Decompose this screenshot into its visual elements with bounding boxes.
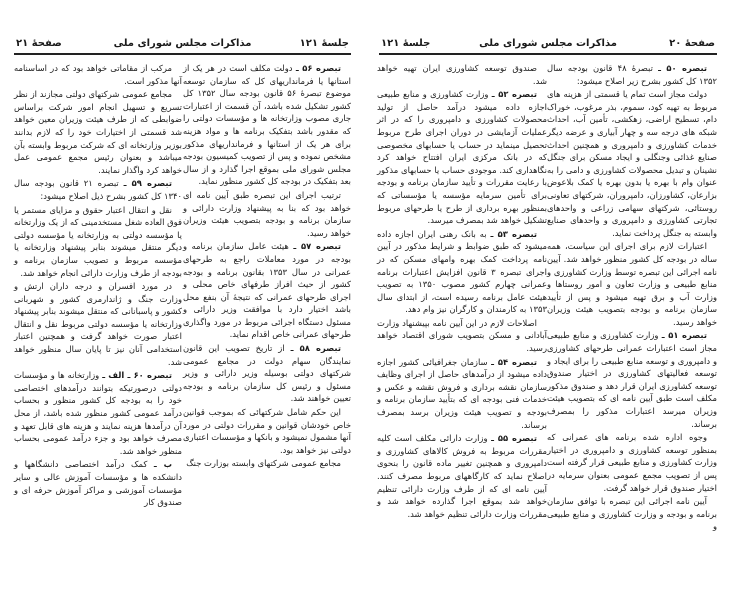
text-column bbox=[547, 62, 717, 534]
paragraph-text: ترتیب اجرای این تبصره طبق آیین نامه ای خواهد بود که بنا به پیشنهاد وزارت دارائی و سازمان برنامه و بودجه بتصویب هیئت وزیران خواهد رسید. bbox=[183, 189, 351, 238]
paragraph-text: از تاریخ تصویب این قانون نمایندگان سهام دولت در مجامع عمومی شرکتهای دولتی بوسیله وزیر دارائی و وزیر مسئول و رئیس کل سازمان برنامه و بودجه تعیین خواهند شد. bbox=[183, 343, 351, 404]
clause-heading: تبصره ۶۰ ـ الف ـ bbox=[102, 370, 172, 381]
paragraph-text: به بانک رهنی ایران اجازه داده میشود که طبق ضوابط و شرایط مذکور در آیین نامه پرداخت کمک بهره وامهای مسکن که در اجرای تبصره ۳ قانون افزایش اعتبارات برنامه عمرانی چهارم کشور مصوب ۱۳۵۰ به تصویب هیئت عامل برنامه رسیده است، از ابتدای سال ۱۳۵۳ به کارمندان و کارگران نیز وام دهد. bbox=[377, 228, 547, 315]
session-number: جلسهٔ ۱۲۱ bbox=[381, 38, 431, 49]
clause-heading: تبصره ۵۷ ـ bbox=[293, 241, 341, 252]
page-number: صفحهٔ ۲۰ bbox=[669, 38, 715, 49]
paragraph bbox=[14, 177, 182, 202]
clause-heading: تبصره ۵۵ ـ bbox=[491, 433, 537, 444]
paragraph-text: مجامع عمومی شرکتهای وابسته بوزارت جنگ bbox=[186, 458, 341, 469]
paragraph bbox=[14, 280, 182, 368]
clause-heading: تبصره ۵۰ ـ bbox=[658, 63, 708, 73]
clause-heading: تبصره ۵۲ ـ bbox=[491, 89, 537, 100]
paragraph bbox=[14, 369, 182, 457]
paragraph bbox=[547, 495, 717, 533]
paragraph bbox=[377, 228, 547, 316]
text-column bbox=[183, 62, 351, 471]
paragraph bbox=[14, 62, 182, 87]
paragraph bbox=[377, 356, 547, 432]
paragraph-text: وجوه اداره شده برنامه های عمرانی که بمنظور توسعه کشاورزی و دامپروری در اختیار وزارت کشاورزی و منابع طبیعی قرار گرفته است پس از تصویب مجمع عمومی بعنوان سرمایه در اختیار صندوق قرار خواهد گرفت. bbox=[547, 432, 717, 493]
text-column bbox=[377, 62, 547, 521]
paragraph-text: وزارتخانه ها و مؤسسات دولتی درصورتیکه بتوانند درآمدهای اختصاصی خود را به بودجه کل کشور منظور و بحساب درآمد عمومی کشور منظور شده باشد، از محل آن درآمدها هزینه نمایند و هزینه های قابل تعهد و مصرف خواهد بود و جزء درآمد عمومی بحساب منظور خواهد شد. bbox=[14, 370, 182, 456]
header-title: مذاکرات مجلس شورای ملی bbox=[479, 38, 617, 49]
page-header bbox=[14, 38, 351, 55]
paragraph bbox=[547, 329, 717, 430]
paragraph bbox=[183, 342, 351, 405]
paragraph-text: دولت مجاز است تمام یا قسمتی از هزینه های مربوط به تهیه کود، سموم، بذر مرغوب، خوراک دام، تسطیح اراضی، زهکشی، تأمین آب، احداث شبکه های درجه سه و چهار آبیاری و عرضه دیگر خدمات کشاورزی و دامپروری و همچنین احداث صنایع غذائی وجنگلی و ایجاد مسکن برای جنگل نشینان و تبدیل محصولات کشاورزی و دامی را به عنوان وام با بهره یا بدون بهره یا کمک بلاعوض بزارعان، کشاورزان، دامپروران، شرکتهای تعاونی روستائی، شرکتهای سهامی زراعی و واحدهای تجارتی کشاورزی و دامپروری و واحدهای صنایع وابسته به جنگل پرداخت نماید. bbox=[547, 89, 717, 238]
paragraph-text: تبصرهٔ ۴۸ قانون بودجه سال ۱۳۵۲ کل کشور بشرح زیر اصلاح میشود: bbox=[547, 63, 717, 86]
paragraph bbox=[377, 317, 547, 355]
paragraph-text: مرکب از مقاماتی خواهد بود که در اساسنامه آنها مذکور است. bbox=[14, 63, 182, 86]
paragraph-text: تبصره ۲۱ قانون بودجه سال ۱۳۴۰ کل کشور بشرح ذیل اصلاح میشود: bbox=[14, 178, 182, 201]
text-column bbox=[14, 62, 182, 510]
page-header bbox=[379, 38, 717, 55]
clause-heading: تبصره ۵۱ ـ bbox=[661, 330, 707, 341]
paragraph bbox=[183, 62, 351, 188]
clause-heading: تبصره ۵۴ ـ bbox=[491, 356, 537, 367]
paragraph bbox=[14, 88, 182, 176]
paragraph-text: هیئت عامل سازمان برنامه و بودجه در مورد معاملات راجع به طرحهای عمرانی در سال ۱۳۵۳ بقانون برنامه و بودجه کشور از حیث افراز طرفهای خاص محلی و اجرای طرحهای عمرانی که نتیجهٔ آن بنفع محل باشد اختیار دارد با موافقت وزیر دارائی و مسئول دستگاه اجرائی مربوط در مورد واگذاری طرحهای عمرانی خاص اقدام نماید. bbox=[183, 241, 351, 340]
paragraph bbox=[547, 88, 717, 239]
clause-heading: تبصره ۵۶ ـ bbox=[295, 63, 341, 73]
paragraph bbox=[183, 189, 351, 239]
paragraph-text: این حکم شامل شرکتهائی که بموجب قوانین خاص خودشان قوانین و مقررات دولتی در مورد آنها مشمول نمیشود و بانکها و مؤسسات اعتباری دولتی نیز خواهد بود. bbox=[183, 407, 351, 455]
paragraph-text: اصلاحات لازم در این آیین نامه بپیشنهاد وزارت آبادانی و مسکن بتصویب شورای اقتصاد خواهد رسید. bbox=[377, 317, 547, 354]
paragraph bbox=[547, 240, 717, 328]
paragraph-text: صندوق توسعه کشاورزی ایران تهیه خواهد شد. bbox=[377, 63, 547, 86]
paragraph bbox=[377, 88, 547, 227]
paragraph-text: وزارت کشاورزی و منابع طبیعی مجاز است اعتبارات عمرانی طرحهای کشاورزی و دامپروری و توسعه منابع طبیعی را برای ایجاد و توسعه فعالیتهای کشاورزی در اختیار صندوق توسعه کشاورزی ایران قرار دهد و صندوق مذکور مکلف است طبق آیین نامه ای که بتصویب هیئت وزیران میرسد اعتبارات مذکور را بمصرف برساند. bbox=[547, 330, 717, 429]
paragraph-text: آیین نامه اجرائی این تبصره با توافق سازمان برنامه و بودجه و وزارت کشاورزی و منابع طبیعی و bbox=[547, 496, 717, 532]
paragraph bbox=[183, 406, 351, 456]
clause-heading: تبصره ۵۳ ـ bbox=[490, 228, 538, 239]
paragraph-text: مجامع عمومی شرکتهای دولتی مجازند از نظر تسریع و تسهیل انجام امور شرکت براساس ضوابطی که از طرف هیئت وزیران معین خواهد شد قسمتی از اختیارات خود را که لازم بدانند بوزیر وزارتخانه ای که شرکت مربوط وابسته بآن میباشد و بعنوان رئیس مجمع عمومی عمل خواهد کرد واگذار نمایند. bbox=[14, 89, 182, 175]
paragraph-text: وزارت کشاورزی و منابع طبیعی اجازه داده میشود درآمد حاصل از تولید محصولات کشاورزی و دامپروری را که در اثر عملیات آزمایشی در دوران اجرای طرح مربوط تحصیل مینماید در حساب یا حسابهای مخصوصی که در بانک مرکزی ایران افتتاح خواهد کرد نگاهداری کند. موجودی حساب یا حسابهای مذکور با رعایت مقررات و تأیید سازمان برنامه و بودجه برای تأمین سرمایه مؤسسه یا مؤسساتی که بمنظور بهره برداری از طرح یا طرحهای مربوط تشکیل خواهد شد بمصرف میرسد. bbox=[377, 89, 547, 226]
paragraph bbox=[14, 458, 182, 508]
paragraph bbox=[183, 457, 351, 470]
paragraph bbox=[547, 431, 717, 494]
paragraph-text: اعتبارات لازم برای اجرای این سیاست، همه ساله در بودجه کل کشور منظور خواهد شد. آیین نامه اجرائی این تبصره توسط وزارت کشاورزی و منابع طبیعی و وزارت تعاون و امور روستاها و وزارت آب و برق تهیه میشود و پس از تأیید سازمان برنامه و بودجه بتصویب هیئت وزیران خواهد رسید. bbox=[547, 241, 717, 327]
left-page bbox=[0, 0, 365, 600]
paragraph-text: در مورد افسران و درجه داران ارتش و وزارت جنگ و ژاندارمری کشور و شهربانی کشور و پاسبانانی که منتقل میشوند بنابر پیشنهاد وزارتخانه یا مؤسسه دولتی مربوط نقل و انتقال اعتبار صورت خواهد گرفت و همچنین اعتبار استخدامی آنان نیز تا پایان سال منظور خواهد شد. bbox=[14, 281, 182, 367]
header-title: مذاکرات مجلس شورای ملی bbox=[113, 38, 252, 49]
clause-heading: تبصره ۵۹ ـ bbox=[123, 178, 172, 189]
paragraph-text: سازمان جغرافیائی کشور اجازه داده میشود از درآمدهای حاصل از اجرای وظایف سازمان نقشه برداری و فروش نقشه و عکس و خدمات فنی بودجه ای که بتأیید سازمان برنامه و بودجه و تصویب هیئت وزیران برسد بمصرف برساند. bbox=[377, 356, 547, 430]
paragraph-text: کمک درآمد اختصاصی دانشگاهها و دانشکده ها و مؤسسات آموزش عالی و سایر مؤسسات آموزشی و مراکز آموزش حرفه ای و صندوق کار bbox=[14, 459, 182, 508]
paragraph-text: نقل و انتقال اعتبار حقوق و مزایای مستمر یا فوق العاده شغل مستخدمینی که از یک وزارتخانه یا مؤسسه دولتی به وزارتخانه یا مؤسسه دولتی دیگر منتقل میشوند بنابر پیشنهاد وزارتخانه یا مؤسسه مربوط و تصویب سازمان برنامه و بودجه از طرف وزارت دارائی انجام خواهد شد. bbox=[14, 204, 182, 278]
paragraph bbox=[547, 62, 717, 87]
paragraph bbox=[377, 432, 547, 520]
right-page bbox=[365, 0, 731, 600]
paragraph bbox=[14, 204, 182, 280]
clause-heading: ب ـ bbox=[153, 459, 172, 470]
clause-heading: تبصره ۵۸ ـ bbox=[290, 343, 341, 354]
page-number: صفحهٔ ۲۱ bbox=[16, 38, 62, 49]
session-number: جلسهٔ ۱۲۱ bbox=[299, 38, 349, 49]
paragraph bbox=[377, 62, 547, 87]
paragraph-text: دولت مکلف است در هر یک از استانها یا فرمانداریهای کل که سازمان توسعه موضوع تبصرهٔ ۵۶ قانون بودجه سال ۱۳۵۲ کل کشور تشکیل شده باشد، آن قسمت از اعتبارات جاری مصوب وزارتخانه ها و مؤسسات دولتی را که مقدور باشد بتفکیک برنامه ها و مواد هزینه برای هر یک از استانها و فرمانداریهای مذکور مشخص نموده و پس از تصویب کمیسیون بودجه مجلس شورای ملی بموقع اجرا گذارد و از سال بعد بتفکیک در بودجه کل کشور منظور نماید. bbox=[183, 63, 352, 187]
paragraph-text: وزارت دارائی مکلف است کلیه مقررات مربوط به فروش کالاهای کشاورزی و دامپروری و همچنین تغییر ماده قانون را بنحوی اصلاح نماید که کارگاههای مربوط مصرف کنند. آیین نامه ای که از طرف وزارت دارائی تنظیم خواهد شد بموقع اجرا گذارده خواهد شد و مقررات وزارت دارائی تنظیم خواهد شد. bbox=[377, 433, 547, 519]
paragraph bbox=[183, 240, 351, 341]
